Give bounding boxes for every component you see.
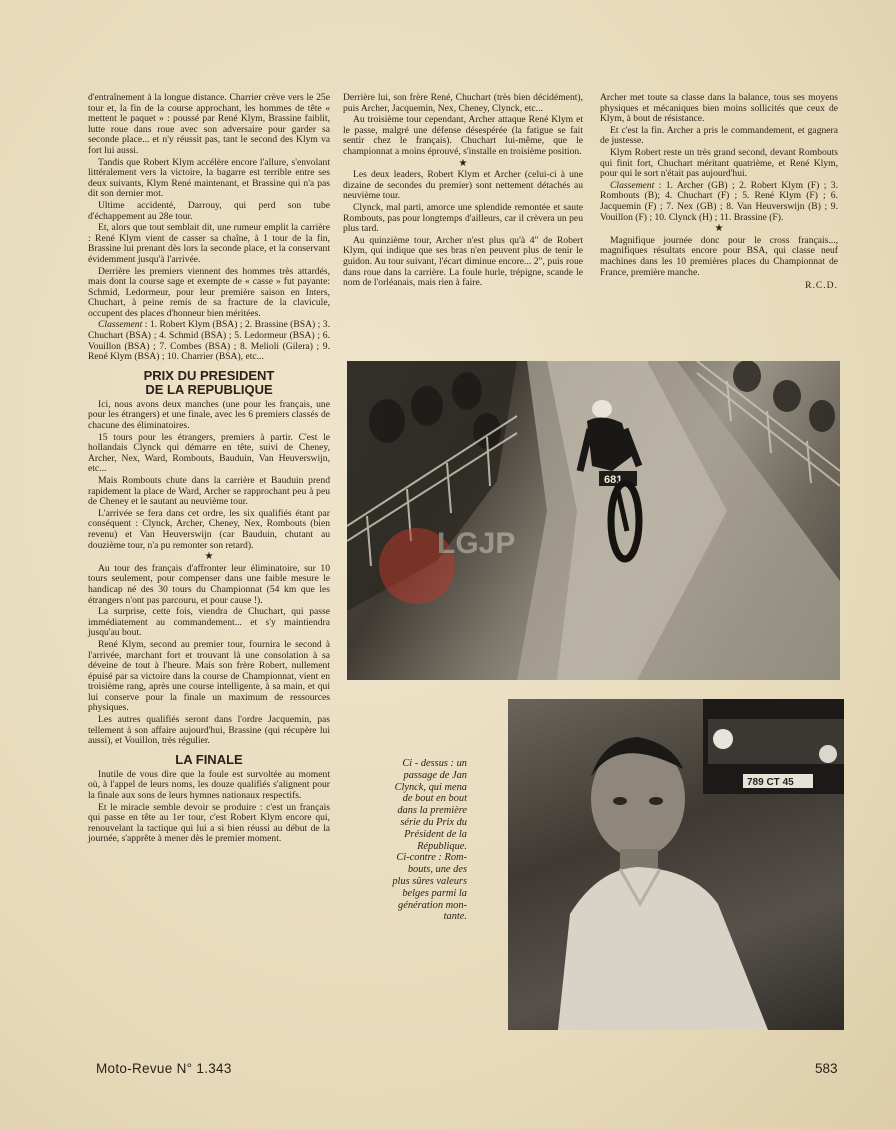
photo-caption bbox=[347, 758, 467, 923]
paragraph: René Klym, second au premier tour, fournira le second à l'arrivée, marchant fort et trouvant là une consolation à sa déveine de tout à l'heure. Mais son frère Robert, nullement épuisé par sa victoire dans la course de Championnat, vient en troisième rang, après une course intelligente, à sa main, et qui lui conserve pour la finale un maximum de ressources physiques. bbox=[88, 638, 330, 714]
paragraph: Clynck, mal parti, amorce une splendide remontée et saute Rombouts, pas pour longtemps d'ailleurs, car il crèvera un peu plus tard. bbox=[343, 201, 583, 235]
caption-line: Clynck, qui mena bbox=[394, 781, 467, 793]
article-column-3 bbox=[600, 93, 838, 293]
svg-text:LGJP: LGJP bbox=[437, 527, 516, 560]
paragraph: Au tour des français d'affronter leur éliminatoire, sur 10 tours seulement, pour compenser dans une faible mesure le handicap né des 30 tours du Championnat (54 km que les étrangers n'ont pas parcouru, et pour cause !). bbox=[88, 562, 330, 606]
classement-label: Classement bbox=[98, 319, 143, 331]
paragraph: Au troisième tour cependant, Archer attaque René Klym et le passe, malgré une défense désespérée (la fatigue se fait sentir chez le français). Chuchart lui-même, que le championnat a moins éprouvé, s'installe en troisième position. bbox=[343, 114, 583, 157]
paragraph: Et le miracle semble devoir se produire : c'est un français qui passe en tête au 1er tour, c'est Robert Klym encore qui, renouvelant la tactique qui lui a si bien réussi au début de la journée, s'apprête à mener dès le premier moment. bbox=[88, 801, 330, 845]
caption-line: belges parmi la bbox=[402, 887, 467, 899]
paragraph: Au quinzième tour, Archer n'est plus qu'à 4" de Robert Klym, qui indique que ses bras n'en peuvent plus de tenir le guidon. Au tour suivant, l'écart diminue encore... 2", puis roue dans roue dans la carrière. La foule hurle, trépigne, scande le nom de l'orléanais, mais rien à faire. bbox=[343, 234, 583, 289]
star-separator: ★ bbox=[714, 223, 724, 235]
caption-line: dans la première bbox=[397, 805, 467, 817]
paragraph: Ultime accidenté, Darrouy, qui perd son tube d'échappement au 28e tour. bbox=[88, 199, 330, 222]
caption-line: République. bbox=[417, 840, 467, 852]
portrait-scene bbox=[508, 699, 844, 1030]
star-separator: ★ bbox=[458, 157, 468, 169]
classement-label: Classement bbox=[610, 179, 655, 191]
paragraph: Les deux leaders, Robert Klym et Archer (celui-ci à une dizaine de secondes du premier) sont nettement détachés au neuvième tour. bbox=[343, 169, 583, 202]
caption-line: génération mon- bbox=[398, 899, 467, 911]
section-heading-finale: LA FINALE bbox=[175, 751, 243, 767]
star-separator: ★ bbox=[204, 551, 214, 563]
svg-text:681: 681 bbox=[604, 474, 623, 486]
paragraph: Et, alors que tout semblait dit, une rumeur emplit la carrière : René Klym vient de casser sa chaîne, à 1 tour de la fin, Brassine lui prenant dès lors la seconde place, et la conservant évidemment jusqu'à l'arrivée. bbox=[88, 222, 330, 265]
paragraph: Derrière lui, son frère René, Chuchart (très bien décidément), puis Archer, Jacquemin, Nex, Cheney, Clynck, etc... bbox=[343, 92, 583, 114]
paragraph: d'entraînement à la longue distance. Charrier crève vers le 25e tour et, la fin de la course approchant, les hommes de tête « mettent le paquet » : poussé par René Klym, Brassine faiblit, lutte roue dans roue avec son adversaire pour garder sa seconde place... et n'y réussit pas, tant le second des Klym va fort lui aussi. bbox=[88, 92, 330, 156]
paragraph: 15 tours pour les étrangers, premiers à partir. C'est le hollandais Clynck qui démarre en tête, suivi de Cheney, Archer, Nex, Ward, Rombouts, Bauduin, Van Heuverswijn, etc... bbox=[88, 431, 330, 475]
paragraph: Archer met toute sa classe dans la balance, tous ses moyens physiques et mécaniques bien moins sollicités que ceux de Klym, à bout de résistance. bbox=[600, 92, 838, 125]
svg-text:789 CT 45: 789 CT 45 bbox=[747, 777, 794, 788]
caption-line: série du Prix du bbox=[400, 816, 467, 828]
paragraph: Mais Rombouts chute dans la carrière et Bauduin prend rapidement la place de Ward, Archer se rapprochant peu à peu de Cheney et le sautant au neuvième tour. bbox=[88, 475, 330, 508]
classement-text: : 1. Archer (GB) ; 2. Robert Klym (F) ; 3. Rombouts (B); 4. Chuchart (F) ; 5. René Klym (F) ; 6. Jacquemin (F) ; 7. Nex (GB) ; 8. Van Heuverswijn (B) ; 9. Vouillon (F) ; 10. Clynck (H) ; 11. Brassine (F). bbox=[600, 179, 838, 223]
paragraph: Tandis que Robert Klym accélère encore l'allure, s'envolant littéralement vers la victoire, la bagarre est terrible entre ses deux suivants, Klym René maintenant, et Brassine qui n'a pas dit son dernier mot. bbox=[88, 156, 330, 200]
classement-paragraph bbox=[88, 320, 330, 362]
paragraph: Klym Robert reste un très grand second, devant Rombouts qui finit fort, Chuchart méritant quatrième, et René Klym, pour qui le sort n'était pas aujourd'hui. bbox=[600, 146, 838, 180]
caption-line: plus sûres valeurs bbox=[392, 875, 467, 887]
paragraph: L'arrivée se fera dans cet ordre, les six qualifiés étant par conséquent : Clynck, Archer, Cheney, Nex, Rombouts (bien revenu) et Van Heuverswijn (car Bauduin, chutant au douzième tour, n'a pu remonter son retard). bbox=[88, 507, 330, 551]
paragraph: Derrière les premiers viennent des hommes très attardés, mais dont la course sage et exempte de « casse » fut payante: Schmid, Ledormeur, pour leur première saison en Inters, Chuchart, à peine remis de sa fracture de la clavicule, occupent des places d'honneur bien méritées. bbox=[88, 265, 330, 319]
paragraph: Les autres qualifiés seront dans l'ordre Jacquemin, pas tellement à son affaire aujourd'hui, Brassine (qui récupère lui aussi), et Vouillon, très régulier. bbox=[88, 714, 330, 747]
paragraph: La surprise, cette fois, viendra de Chuchart, qui passe immédiatement au commandement... et s'y maintiendra jusqu'au bout. bbox=[88, 606, 330, 639]
caption-line: Président de la bbox=[404, 828, 467, 840]
author-signature: R.C.D. bbox=[805, 280, 838, 292]
magazine-footer: Moto-Revue N° 1.343 bbox=[96, 1061, 232, 1076]
page-number: 583 bbox=[815, 1061, 838, 1076]
section-heading-prix bbox=[88, 369, 330, 397]
caption-line: de bout en bout bbox=[402, 793, 467, 805]
paragraph: Ici, nous avons deux manches (une pour les français, une pour les étrangers) et une finale, avec les 6 premiers classés de chacune des éliminatoires. bbox=[88, 398, 330, 432]
watermark bbox=[379, 527, 515, 604]
heading-line: PRIX DU PRESIDENT bbox=[143, 367, 275, 383]
caption-line: Ci-contre : Rom- bbox=[396, 852, 467, 864]
paragraph: Magnifique journée donc pour le cross français..., magnifiques résultats encore pour BSA, qui classe neuf machines dans les 10 premières places du Championnat de France, première manche. bbox=[600, 234, 838, 278]
caption-line: bouts, une des bbox=[407, 864, 467, 876]
car bbox=[703, 699, 844, 794]
article-column-2 bbox=[343, 93, 583, 290]
caption-line: Ci - dessus : un bbox=[402, 758, 467, 769]
article-column-1 bbox=[88, 93, 330, 846]
classement-text: : 1. Robert Klym (BSA) ; 2. Brassine (BSA) ; 3. Chuchart (BSA) ; 4. Schmid (BSA) ; 5. Ledormeur (BSA) ; 6. Vouillon (BSA) ; 7. Combes (BSA) ; 8. Melioli (Gilera) ; 9. René Klym (BSA) ; 10. Charrier (BSA), etc... bbox=[88, 319, 330, 363]
paragraph: Et c'est la fin. Archer a pris le commandement, et gagnera de justesse. bbox=[600, 124, 838, 147]
caption-line: tante. bbox=[443, 911, 467, 923]
paragraph: Inutile de vous dire que la foule est survoltée au moment où, à l'appel de leurs noms, les douze qualifiés s'alignent pour la finale aux sons de leurs hymnes nationaux respectifs. bbox=[88, 768, 330, 802]
motocross-photo bbox=[347, 361, 840, 680]
portrait-photo bbox=[508, 699, 844, 1030]
heading-line: DE LA REPUBLIQUE bbox=[145, 381, 273, 397]
caption-line: passage de Jan bbox=[403, 769, 467, 781]
motocross-scene bbox=[347, 361, 840, 680]
classement-paragraph bbox=[600, 181, 838, 223]
